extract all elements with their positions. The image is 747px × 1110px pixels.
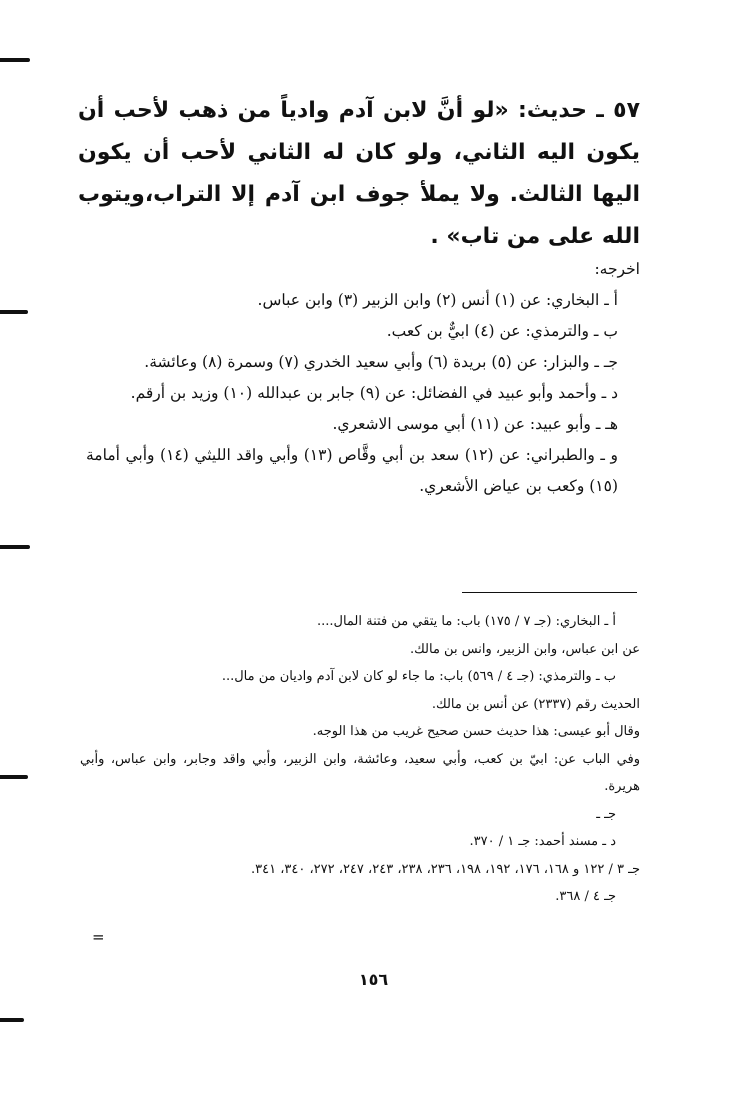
margin-mark — [0, 310, 28, 314]
margin-mark — [0, 545, 30, 549]
hadith-text: ٥٧ ـ حديث: «لو أنَّ لابن آدم وادياً من ذهب لأحب أن يكون اليه الثاني، ولو كان له الثاني لأحب أن يكون اليها الثالث. ولا يملأ جوف ابن آدم إلا التراب،ويتوب الله على من تاب» . — [78, 98, 640, 249]
margin-mark — [0, 58, 30, 62]
margin-mark — [0, 1018, 24, 1022]
takhrij-item: ب ـ والترمذي: عن (٤) ابيٌّ بن كعب. — [386, 322, 618, 340]
takhrij-item: د ـ وأحمد وأبو عبيد في الفضائل: عن (٩) جابر بن عبدالله (١٠) وزيد بن أرقم. — [130, 384, 618, 402]
footnote-line: جـ ٤ / ٣٦٨. — [555, 889, 616, 904]
footnote-line: د ـ مسند أحمد: جـ ١ / ٣٧٠. — [469, 834, 616, 849]
margin-mark — [0, 775, 28, 779]
takhrij-item: أ ـ البخاري: عن (١) أنس (٢) وابن الزبير (٣) وابن عباس. — [257, 291, 618, 309]
footnote-line: وقال أبو عيسى: هذا حديث حسن صحيح غريب من هذا الوجه. — [312, 724, 640, 739]
takhrij-item: هـ ـ وأبو عبيد: عن (١١) أبي موسى الاشعري. — [332, 415, 618, 433]
page-number: ١٥٦ — [358, 970, 389, 989]
takhrij-item: جـ ـ والبزار: عن (٥) بريدة (٦) وأبي سعيد الخدري (٧) وسمرة (٨) وعائشة. — [144, 353, 618, 371]
footnote-line: ب ـ والترمذي: (جـ ٤ / ٥٦٩) باب: ما جاء لو كان لابن آدم واديان من مال... — [221, 669, 616, 684]
footnote-line: جـ ٣ / ١٢٢ و ١٦٨، ١٧٦، ١٩٢، ١٩٨، ٢٣٦، ٢٣٨، ٢٤٣، ٢٤٧، ٢٧٢، ٣٤٠، ٣٤١. — [250, 861, 640, 877]
footnote-line: جـ ـ — [596, 806, 616, 822]
footnote-separator — [462, 592, 637, 593]
takhrij-section — [86, 254, 640, 502]
takhrij-heading: اخرجه: — [594, 260, 640, 278]
footnote-line: عن ابن عباس، وابن الزبير، وانس بن مالك. — [409, 641, 640, 657]
footnote-line: وفي الباب عن: ابيّ بن كعب، وأبي سعيد، وعائشة، وابن الزبير، وأبي واقد وجابر، وابن عباس، وأبي هريرة. — [80, 751, 640, 794]
footnotes — [80, 608, 640, 911]
footnote-line: أ ـ البخاري: (جـ ٧ / ١٧٥) باب: ما يتقي من فتنة المال.... — [316, 614, 616, 629]
continuation-mark: = — [92, 928, 105, 946]
takhrij-item: و ـ والطبراني: عن (١٢) سعد بن أبي وقَّاص (١٣) وأبي واقد الليثي (١٤) وأبي أمامة (١٥) وكعب بن عياض الأشعري. — [86, 446, 618, 495]
footnote-line: الحديث رقم (٢٣٣٧) عن أنس بن مالك. — [431, 696, 640, 712]
